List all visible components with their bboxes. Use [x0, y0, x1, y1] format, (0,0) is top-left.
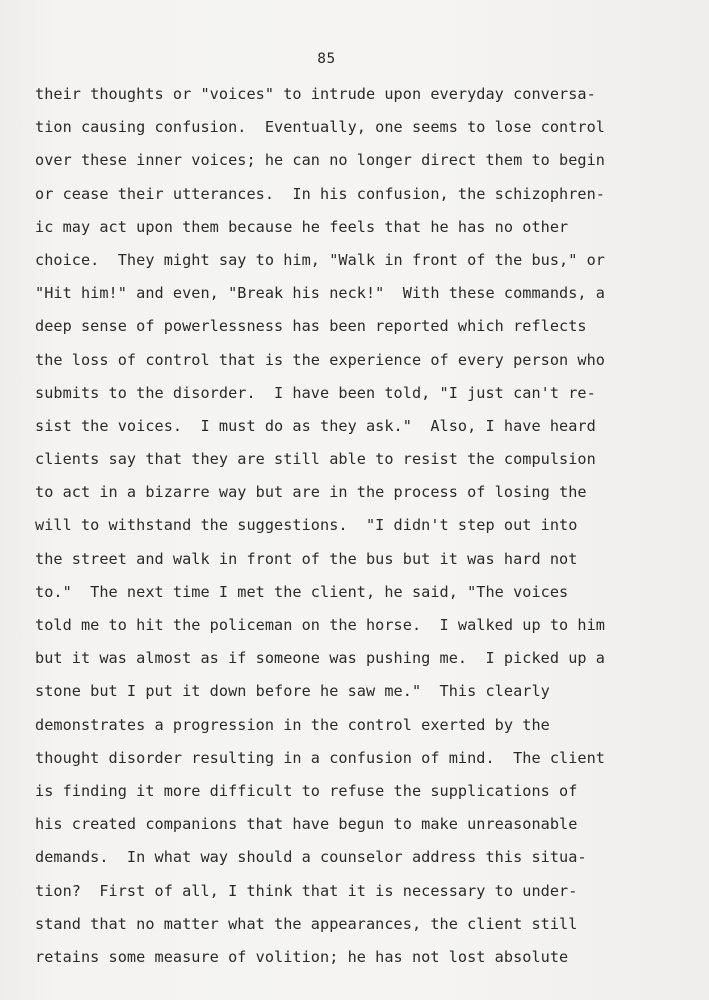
text-line: stone but I put it down before he saw me." This clearly: [35, 682, 550, 701]
text-line: to act in a bizarre way but are in the process of losing the: [35, 483, 587, 502]
text-line: tion causing confusion. Eventually, one seems to lose control: [35, 118, 606, 137]
text-line: or cease their utterances. In his confusion, the schizophren-: [35, 184, 606, 203]
text-line: will to withstand the suggestions. "I didn't step out into: [35, 516, 578, 535]
page-number: 85: [317, 51, 336, 67]
text-line: the loss of control that is the experience of every person who: [35, 350, 606, 369]
text-line: over these inner voices; he can no longer direct them to begin: [35, 151, 606, 170]
text-line: sist the voices. I must do as they ask." Also, I have heard: [35, 416, 596, 435]
body-text: [35, 82, 695, 978]
text-line: but it was almost as if someone was pushing me. I picked up a: [35, 649, 606, 668]
text-line: "Hit him!" and even, "Break his neck!" With these commands, a: [35, 284, 606, 303]
text-line: their thoughts or "voices" to intrude upon everyday conversa-: [35, 85, 596, 103]
text-line: stand that no matter what the appearances, the client still: [35, 914, 578, 933]
text-line: retains some measure of volition; he has not lost absolute: [35, 947, 569, 966]
text-line: is finding it more difficult to refuse the supplications of: [35, 781, 578, 800]
text-line: ic may act upon them because he feels that he has no other: [35, 217, 569, 236]
text-line: demands. In what way should a counselor address this situa-: [35, 848, 587, 867]
text-line: the street and walk in front of the bus but it was hard not: [35, 549, 578, 568]
text-line: deep sense of powerlessness has been reported which reflects: [35, 317, 587, 336]
text-line: tion? First of all, I think that it is necessary to under-: [35, 881, 578, 900]
text-line: clients say that they are still able to resist the compulsion: [35, 450, 596, 469]
text-line: demonstrates a progression in the control exerted by the: [35, 715, 550, 734]
text-line: to." The next time I met the client, he said, "The voices: [35, 582, 569, 601]
text-line: thought disorder resulting in a confusion of mind. The client: [35, 748, 606, 767]
text-line: submits to the disorder. I have been told, "I just can't re-: [35, 383, 596, 402]
text-line: choice. They might say to him, "Walk in front of the bus," or: [35, 250, 606, 269]
text-line: his created companions that have begun to make unreasonable: [35, 815, 578, 834]
text-line: told me to hit the policeman on the horse. I walked up to him: [35, 616, 606, 634]
